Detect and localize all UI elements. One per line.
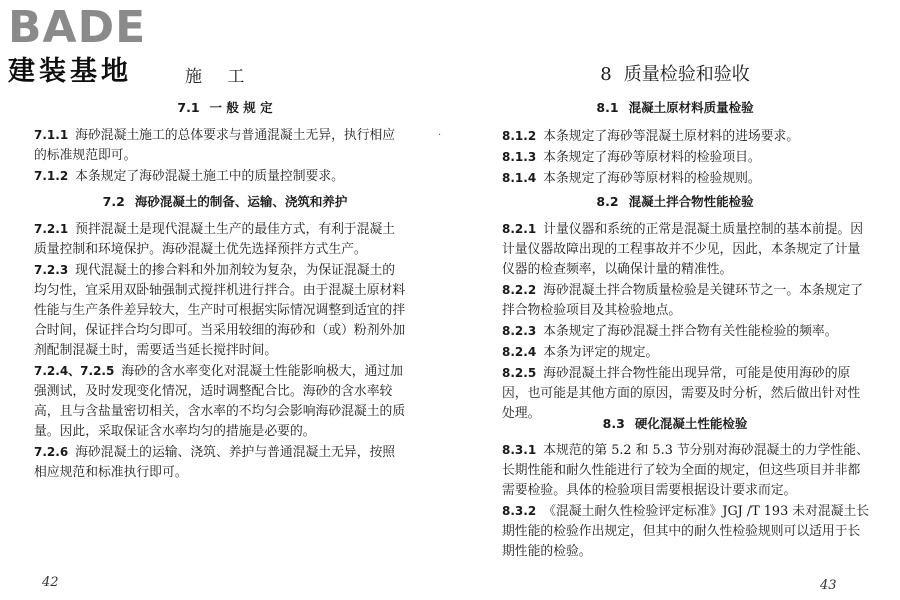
clause-block xyxy=(502,219,872,424)
section-title: 海砂混凝土的制备、运输、浇筑和养护 xyxy=(134,194,348,209)
section-number: 7.1 xyxy=(177,100,200,115)
section-heading xyxy=(450,192,900,210)
section-number: 8.1 xyxy=(596,100,619,115)
watermark-logo xyxy=(8,4,178,92)
section-heading xyxy=(450,98,900,116)
clause-number: 7.2.3 xyxy=(34,263,69,277)
clause xyxy=(34,125,406,166)
clause xyxy=(502,126,872,147)
watermark-logo-text: BADE xyxy=(8,2,147,53)
clause xyxy=(34,219,406,260)
clause xyxy=(502,168,872,189)
page-number: 43 xyxy=(820,578,837,593)
clause-text: 计量仪器和系统的正常是混凝土质量控制的基本前提。因计量仪器故障出现的工程事故并不少见，因此，本条规定了计量仪器的检查频率，以确保计量的精准性。 xyxy=(502,222,864,277)
clause xyxy=(34,166,406,187)
clause-number: 7.1.2 xyxy=(34,169,69,183)
clause-text: 本条规定了海砂等原材料的检验规则。 xyxy=(543,171,761,186)
clause-number: 8.3.1 xyxy=(502,443,537,457)
clause-text: 海砂混凝土的运输、浇筑、养护与普通混凝土无异，按照相应规范和标准执行即可。 xyxy=(34,445,396,480)
clause-text: 海砂混凝土拌合物性能出现异常，可能是使用海砂的原因，也可能是其他方面的原因，需要及时分析，然后做出针对性处理。 xyxy=(502,366,861,421)
right-page xyxy=(450,0,900,600)
clause-block xyxy=(34,219,406,483)
section-number: 8.2 xyxy=(596,194,619,209)
clause-text: 海砂的含水率变化对混凝土性能影响极大，通过加强测试，及时发现变化情况，适时调整配合比。海砂的含水率较高，且与含盐量密切相关，含水率的不均匀会影响海砂混凝土的质量。因此，采取保证含水率均匀的措施是必要的。 xyxy=(34,364,406,439)
clause-text: 现代混凝土的掺合料和外加剂较为复杂，为保证混凝土的均匀性，宜采用双卧轴强制式搅拌机进行拌合。由于混凝土原材料性能与生产条件差异较大，生产时可根据实际情况调整到适宜的拌合时间，保证拌合均匀即可。当采用较细的海砂和（或）粉剂外加剂配制混凝土时，需要适当延长搅拌时间。 xyxy=(34,263,406,358)
clause xyxy=(502,147,872,168)
clause-text: 海砂混凝土拌合物质量检验是关键环节之一。本条规定了拌合物检验项目及其检验地点。 xyxy=(502,283,864,318)
clause-number: 7.1.1 xyxy=(34,128,69,142)
section-title: 硬化混凝土性能检验 xyxy=(634,416,748,431)
clause-block xyxy=(34,125,406,187)
clause-block xyxy=(502,440,872,562)
clause-text: 本条规定了海砂混凝土拌合物有关性能检验的频率。 xyxy=(543,324,838,339)
watermark-logo-subtitle: 建装基地 xyxy=(8,56,132,87)
chapter-number: 8 xyxy=(600,64,612,85)
clause-number: 8.2.1 xyxy=(502,222,537,236)
clause xyxy=(502,280,872,321)
clause xyxy=(34,361,406,442)
clause-number: 7.2.4、7.2.5 xyxy=(34,364,115,378)
scan-speck: · xyxy=(438,130,442,141)
clause xyxy=(502,501,872,562)
chapter-title: 施 工 xyxy=(185,67,255,87)
clause-number: 8.3.2 xyxy=(502,504,537,518)
section-title: 一 般 规 定 xyxy=(209,100,273,115)
clause-text: 预拌混凝土是现代混凝土生产的最佳方式，有利于混凝土质量控制和环境保护。海砂混凝土优先选择预拌方式生产。 xyxy=(34,222,396,257)
clause-number: 8.2.3 xyxy=(502,324,537,338)
clause-number: 8.1.2 xyxy=(502,129,537,143)
page-number: 42 xyxy=(42,575,59,590)
clause-text: 《混凝土耐久性检验评定标准》JGJ /T 193 未对混凝土长期性能的检验作出规定，但其中的耐久性检验规则可以适用于长期性能的检验。 xyxy=(502,504,870,559)
clause xyxy=(34,260,406,361)
clause-number: 7.2.6 xyxy=(34,445,69,459)
clause-number: 7.2.1 xyxy=(34,222,69,236)
clause-number: 8.2.2 xyxy=(502,283,537,297)
chapter-title xyxy=(450,60,900,86)
clause-block xyxy=(502,126,872,189)
section-title: 混凝土原材料质量检验 xyxy=(628,100,754,115)
section-number: 8.3 xyxy=(602,416,625,431)
clause-text: 本条规定了海砂混凝土施工中的质量控制要求。 xyxy=(75,169,344,184)
section-title: 混凝土拌合物性能检验 xyxy=(628,194,754,209)
clause-text: 本规范的第 5.2 和 5.3 节分别对海砂混凝土的力学性能、长期性能和耐久性能进行了较为全面的规定，但这些项目并非都需要检验。具体的检验项目需要根据设计要求而定。 xyxy=(502,443,869,498)
clause-number: 8.1.3 xyxy=(502,150,537,164)
clause-number: 8.2.5 xyxy=(502,366,537,380)
clause-number: 8.2.4 xyxy=(502,345,537,359)
clause-text: 海砂混凝土施工的总体要求与普通混凝土无异，执行相应的标准规范即可。 xyxy=(34,128,396,163)
clause-number: 8.1.4 xyxy=(502,171,537,185)
clause-text: 本条规定了海砂等混凝土原材料的进场要求。 xyxy=(543,129,800,144)
section-number: 7.2 xyxy=(102,194,125,209)
section-heading xyxy=(0,192,450,210)
clause xyxy=(502,321,872,342)
clause xyxy=(502,219,872,280)
clause xyxy=(34,442,406,483)
clause xyxy=(502,440,872,501)
clause-text: 本条规定了海砂等原材料的检验项目。 xyxy=(543,150,761,165)
clause xyxy=(502,342,872,363)
chapter-title-text: 质量检验和验收 xyxy=(623,64,750,85)
clause-text: 本条为评定的规定。 xyxy=(543,345,659,360)
section-heading xyxy=(0,98,450,116)
section-heading xyxy=(450,414,900,432)
